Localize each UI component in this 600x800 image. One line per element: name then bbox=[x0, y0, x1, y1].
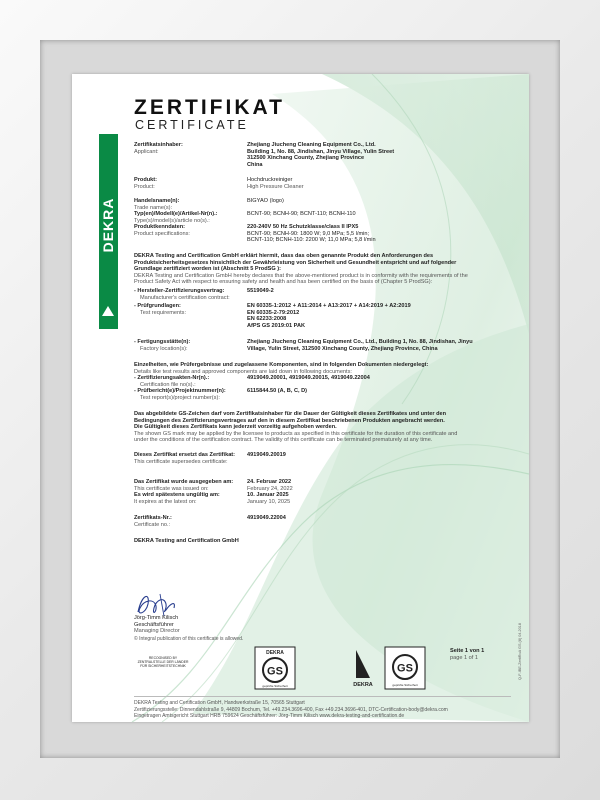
gs-mark-1-sub: geprüfte Sicherheit bbox=[262, 684, 288, 688]
signer-title-en: Managing Director bbox=[134, 628, 180, 634]
copyright-note: © Integral publication of this certificate is allowed. bbox=[134, 636, 244, 642]
issuer-name: DEKRA Testing and Certification GmbH bbox=[134, 538, 239, 544]
type-value: BCNT-90; BCNH-90; BCNT-110; BCNH-110 bbox=[247, 211, 356, 217]
issued-label-en: This certificate was issued on: bbox=[134, 485, 209, 492]
signer-name: Jörg-Timm Kilisch bbox=[134, 615, 179, 621]
dekra-gs-mark-sub: geprüfte Sicherheit bbox=[392, 683, 418, 687]
specs-label-de: Produktkenndaten: bbox=[134, 224, 185, 230]
side-form-code: Q-F-IBE-ZertiRoA GS (8) 04.2018 bbox=[518, 623, 522, 680]
issued-label-de: Das Zertifikat wurde ausgegeben am: bbox=[134, 479, 234, 485]
holder-line-4: China bbox=[247, 161, 263, 168]
factory-label-de: - Fertigungsstätte(n): bbox=[134, 339, 191, 345]
test-basis-label-de: - Prüfgrundlagen: bbox=[134, 303, 181, 309]
test-basis-line-3: EN 62233:2008 bbox=[247, 316, 287, 322]
title-english: CERTIFICATE bbox=[135, 118, 249, 132]
footer-line-3: Eingetragen Amtsgericht Stuttgart HRB 759624 Geschäftsführer: Jörg-Timm Kilisch www.dekra-testing-and-certification.de bbox=[134, 713, 405, 719]
footer-line-1: DEKRA Testing and Certification GmbH, Handwerkstraße 15, 70565 Stuttgart bbox=[134, 700, 305, 706]
test-basis-line-2: EN 60335-2-79:2012 bbox=[247, 309, 300, 316]
dekra-gs-mark bbox=[350, 646, 428, 690]
specs-line-3: BCNT-110; BCNH-110: 2200 W; 11,0 MPa; 5,8 l/min bbox=[247, 237, 376, 243]
issued-value-de: 24. Februar 2022 bbox=[247, 479, 292, 485]
page-number-en: page 1 of 1 bbox=[450, 654, 478, 661]
manufacturer-cert-label-en: Manufacturer's certification contract: bbox=[140, 294, 230, 301]
gs-text-en-2: under the conditions of the certification contract. The validity of this certificate can be terminated prematurely at any time. bbox=[134, 437, 433, 443]
cert-no-label-en: Certificate no.: bbox=[134, 521, 171, 528]
manufacturer-cert-value: 5519049-2 bbox=[247, 288, 274, 294]
declaration-de-3: Grundlage zertifiziert worden ist (Abschnitt 5 ProdSG ): bbox=[134, 266, 282, 272]
test-basis-line-1: EN 60335-1:2012 + A11:2014 + A13:2017 + A14:2019 + A2:2019 bbox=[247, 303, 411, 309]
declaration-de-1: DEKRA Testing and Certification GmbH erklärt hiermit, dass das oben genannte Produkt den Anforderungen des bbox=[134, 253, 434, 259]
holder-line-2: Building 1, No. 88, Jindishan, Jinyu Village, Yulin Street bbox=[247, 148, 395, 155]
product-value-de: Hochdruckreiniger bbox=[247, 177, 293, 183]
dekra-gs-mark-text: GS bbox=[397, 662, 413, 675]
test-report-value: 6115844.50 (A, B, C, D) bbox=[247, 388, 308, 394]
factory-label-en: Factory location(s): bbox=[140, 345, 188, 352]
title-german: ZERTIFIKAT bbox=[134, 96, 285, 119]
cert-no-value: 4919049.22004 bbox=[247, 515, 286, 521]
declaration-de-2: Produktsicherheitsgesetzes hinsichtlich der Gewährleistung von Sicherheit und Gesundheit entspricht und auf folgender bbox=[134, 259, 457, 266]
zls-seal-line-2: ZENTRALSTELLE DER LÄNDER bbox=[137, 660, 189, 664]
trade-label-en: Trade name(s): bbox=[134, 204, 173, 211]
product-label-de: Produkt: bbox=[134, 177, 157, 183]
zls-seal-line-3: FÜR SICHERHEITSTECHNIK bbox=[140, 664, 186, 668]
gs-mark-1 bbox=[254, 646, 296, 690]
type-label-en: Type(s)/model(s)/article no(s).: bbox=[134, 217, 210, 224]
holder-line-1: Zhejiang Jiucheng Cleaning Equipment Co., Ltd. bbox=[247, 142, 376, 148]
replaces-value: 4919049.20019 bbox=[247, 452, 286, 458]
zls-seal bbox=[136, 656, 190, 668]
signer-title-de: Geschäftsführer bbox=[134, 621, 174, 628]
gs-mark-1-brand: DEKRA bbox=[266, 650, 284, 656]
valid-value-en: January 10, 2025 bbox=[247, 498, 291, 505]
issued-value-en: February 24, 2022 bbox=[247, 485, 293, 492]
cert-files-label-en: Certification file no(s).: bbox=[140, 381, 196, 388]
test-basis-label-en: Test requirements: bbox=[140, 309, 187, 316]
type-label-de: Typ(en)/Modell(e)/Artikel-Nr(n).: bbox=[134, 211, 218, 217]
certificate-paper bbox=[72, 74, 529, 722]
dekra-gs-mark-brand: DEKRA bbox=[353, 682, 373, 688]
gs-text-de-2: Bedingungen des Zertifizierungsvertrages auf den in diesem Zertifikat beschriebenen Produkten angebracht werden. bbox=[134, 417, 445, 424]
dekra-side-logo bbox=[99, 134, 118, 329]
manufacturer-cert-label-de: - Hersteller-Zertifizierungsvertrag: bbox=[134, 288, 225, 294]
test-report-label-de: - Prüfbericht(e)/Projektnummer(n): bbox=[134, 388, 226, 394]
holder-label-en: Applicant: bbox=[134, 148, 159, 155]
gs-text-de-3: Die Gültigkeit dieses Zertifikats kann jederzeit vorzeitig aufgehoben werden. bbox=[134, 424, 337, 430]
dekra-triangle-icon bbox=[102, 306, 114, 316]
footer-divider bbox=[134, 696, 511, 697]
specs-line-1: 220-240V 50 Hz Schutzklasse/class II IPX5 bbox=[247, 224, 359, 230]
trade-label-de: Handelsname(n): bbox=[134, 198, 180, 204]
valid-label-de: Es wird spätestens ungültig am: bbox=[134, 492, 220, 498]
trade-value: BIGYAO (logo) bbox=[247, 198, 284, 204]
details-de: Einzelheiten, wie Prüfergebnisse und zugelassene Komponenten, sind in folgenden Dokumenten niedergelegt: bbox=[134, 362, 429, 368]
declaration-en-1: DEKRA Testing and Certification GmbH hereby declares that the above-mentioned product is in conformity with the requirements of the bbox=[134, 272, 468, 279]
gs-text-en-1: The shown GS mark may be applied by the licensee to products as specified in this certificate for the duration of this certificate and bbox=[134, 430, 458, 437]
gs-text-de-1: Das abgebildete GS-Zeichen darf vom Zertifikatsinhaber für die Dauer der Gültigkeit dieses Zertifikates und unter den bbox=[134, 411, 447, 417]
product-value-en: High Pressure Cleaner bbox=[247, 183, 304, 190]
holder-line-3: 312500 Xinchang County, Zhejiang Province bbox=[247, 155, 365, 161]
details-en: Details like test results and approved components are laid down in following documents: bbox=[134, 368, 352, 375]
footer-line-2: Zertifizierungsstelle: Dinnendahlstraße 9, 44809 Bochum, Tel. +49.234.3696-400, Fax +49.234.3696-401, DTC-Certification-body@dekra.com bbox=[134, 706, 448, 713]
test-report-label-en: Test report(s)/project number(s): bbox=[140, 394, 220, 401]
cert-no-label-de: Zertifikats-Nr.: bbox=[134, 515, 172, 521]
holder-label-de: Zertifikatsinhaber: bbox=[134, 142, 183, 148]
valid-label-en: It expires at the latest on: bbox=[134, 498, 197, 505]
product-label-en: Product: bbox=[134, 183, 155, 190]
factory-line-2: Village, Yulin Street, 312500 Xinchang County, Zhejiang Province, China bbox=[247, 345, 438, 352]
declaration-en-2: Product Safety Act with respect to ensuring safety and health and has been certified on the basis of (Chapter 5 ProdSG): bbox=[134, 279, 433, 285]
specs-line-2: BCNT-90; BCNH-90: 1800 W; 9,0 MPa; 5,5 l/min; bbox=[247, 230, 370, 237]
valid-value-de: 10. Januar 2025 bbox=[247, 492, 289, 498]
cert-files-value: 4919049.20001, 4919049.20015, 4919049.22004 bbox=[247, 375, 370, 381]
specs-label-en: Product specifications: bbox=[134, 230, 190, 237]
test-basis-line-4: AfPS GS 2019:01 PAK bbox=[247, 322, 306, 329]
cert-files-label-de: - Zertifizierungsakten-Nr(n).: bbox=[134, 375, 210, 381]
replaces-label-en: This certificate supersedes certificate: bbox=[134, 458, 228, 465]
gs-mark-1-text: GS bbox=[267, 665, 283, 678]
dekra-logo-text: DEKRA bbox=[100, 197, 116, 253]
zls-seal-line-1: RECOGNISED BY bbox=[148, 656, 178, 660]
page-number-de: Seite 1 von 1 bbox=[450, 648, 485, 654]
factory-line-1: Zhejiang Jiucheng Cleaning Equipment Co., Ltd., Building 1, No. 88, Jindishan, Jinyu bbox=[247, 339, 473, 345]
replaces-label-de: Dieses Zertifikat ersetzt das Zertifikat: bbox=[134, 452, 236, 458]
